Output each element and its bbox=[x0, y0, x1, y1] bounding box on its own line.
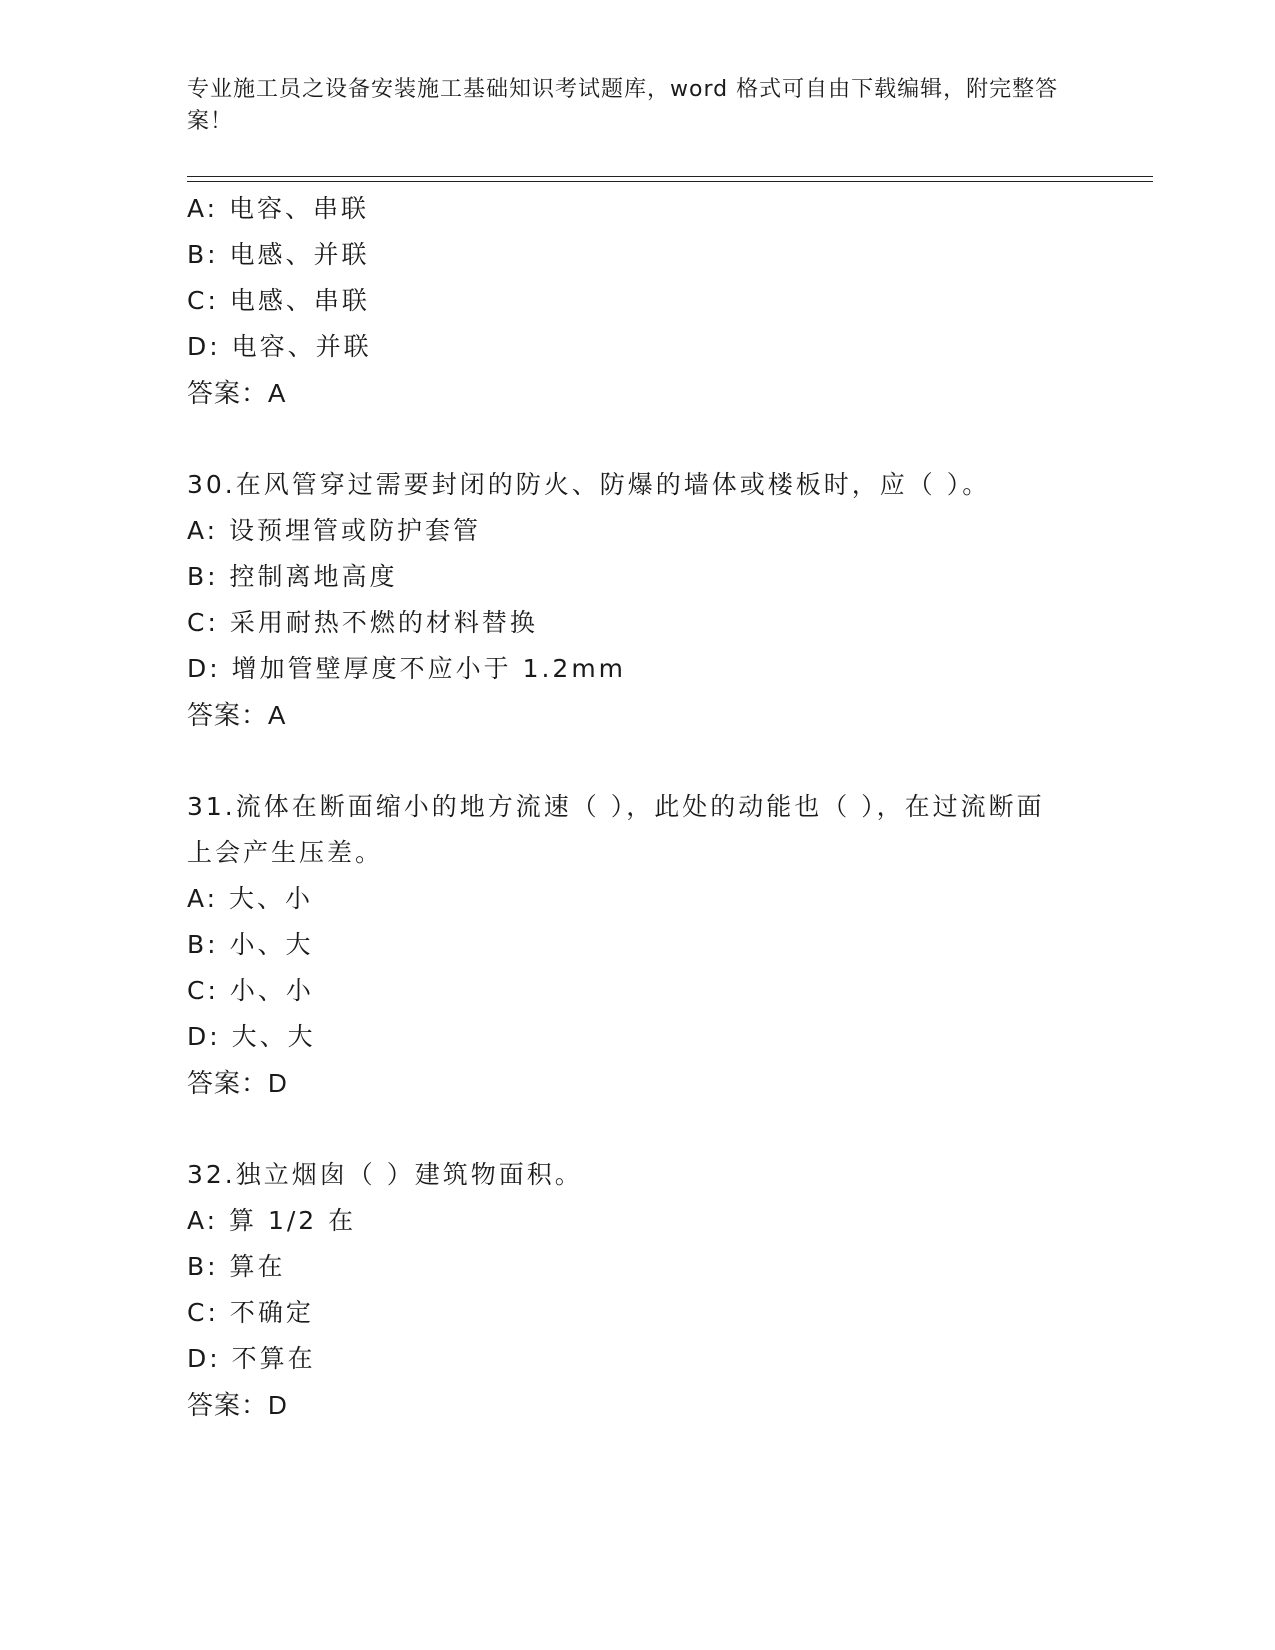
option-d: D: 大、大 bbox=[187, 1022, 316, 1051]
question-30 bbox=[187, 462, 1087, 738]
option-a: A: 大、小 bbox=[187, 884, 314, 913]
answer: 答案：D bbox=[187, 1390, 288, 1420]
question-31 bbox=[187, 784, 1087, 1106]
header-divider-bottom bbox=[187, 181, 1153, 182]
question-32 bbox=[187, 1152, 1087, 1428]
option-a: A: 设预埋管或防护套管 bbox=[187, 516, 482, 545]
question-stem: 32.独立烟囱（ ）建筑物面积。 bbox=[187, 1160, 583, 1189]
question-stem: 31.流体在断面缩小的地方流速（ ），此处的动能也（ ），在过流断面上会产生压差。 bbox=[187, 792, 1045, 867]
answer: 答案：A bbox=[187, 378, 287, 408]
option-b: B: 算在 bbox=[187, 1252, 286, 1281]
option-a: A: 算 1/2 在 bbox=[187, 1206, 357, 1235]
option-b: B: 小、大 bbox=[187, 930, 314, 959]
option-d: D: 增加管壁厚度不应小于 1.2mm bbox=[187, 654, 627, 683]
header-divider-top bbox=[187, 176, 1153, 177]
answer: 答案：D bbox=[187, 1068, 288, 1098]
spacer bbox=[187, 416, 1087, 462]
spacer bbox=[187, 1106, 1087, 1152]
option-b: B: 电感、并联 bbox=[187, 240, 370, 269]
option-d: D: 电容、并联 bbox=[187, 332, 372, 361]
answer: 答案：A bbox=[187, 700, 287, 730]
question-list bbox=[187, 186, 1087, 1428]
spacer bbox=[187, 738, 1087, 784]
question-stem: 30.在风管穿过需要封闭的防火、防爆的墙体或楼板时，应（ ）。 bbox=[187, 470, 991, 499]
option-c: C: 电感、串联 bbox=[187, 286, 370, 315]
option-d: D: 不算在 bbox=[187, 1344, 316, 1373]
option-c: C: 采用耐热不燃的材料替换 bbox=[187, 608, 538, 637]
option-c: C: 小、小 bbox=[187, 976, 314, 1005]
question-29-tail bbox=[187, 186, 1087, 416]
option-a: A: 电容、串联 bbox=[187, 194, 370, 223]
option-b: B: 控制离地高度 bbox=[187, 562, 398, 591]
document-header: 专业施工员之设备安装施工基础知识考试题库，word 格式可自由下载编辑，附完整答案！ bbox=[187, 77, 1059, 134]
option-c: C: 不确定 bbox=[187, 1298, 314, 1327]
